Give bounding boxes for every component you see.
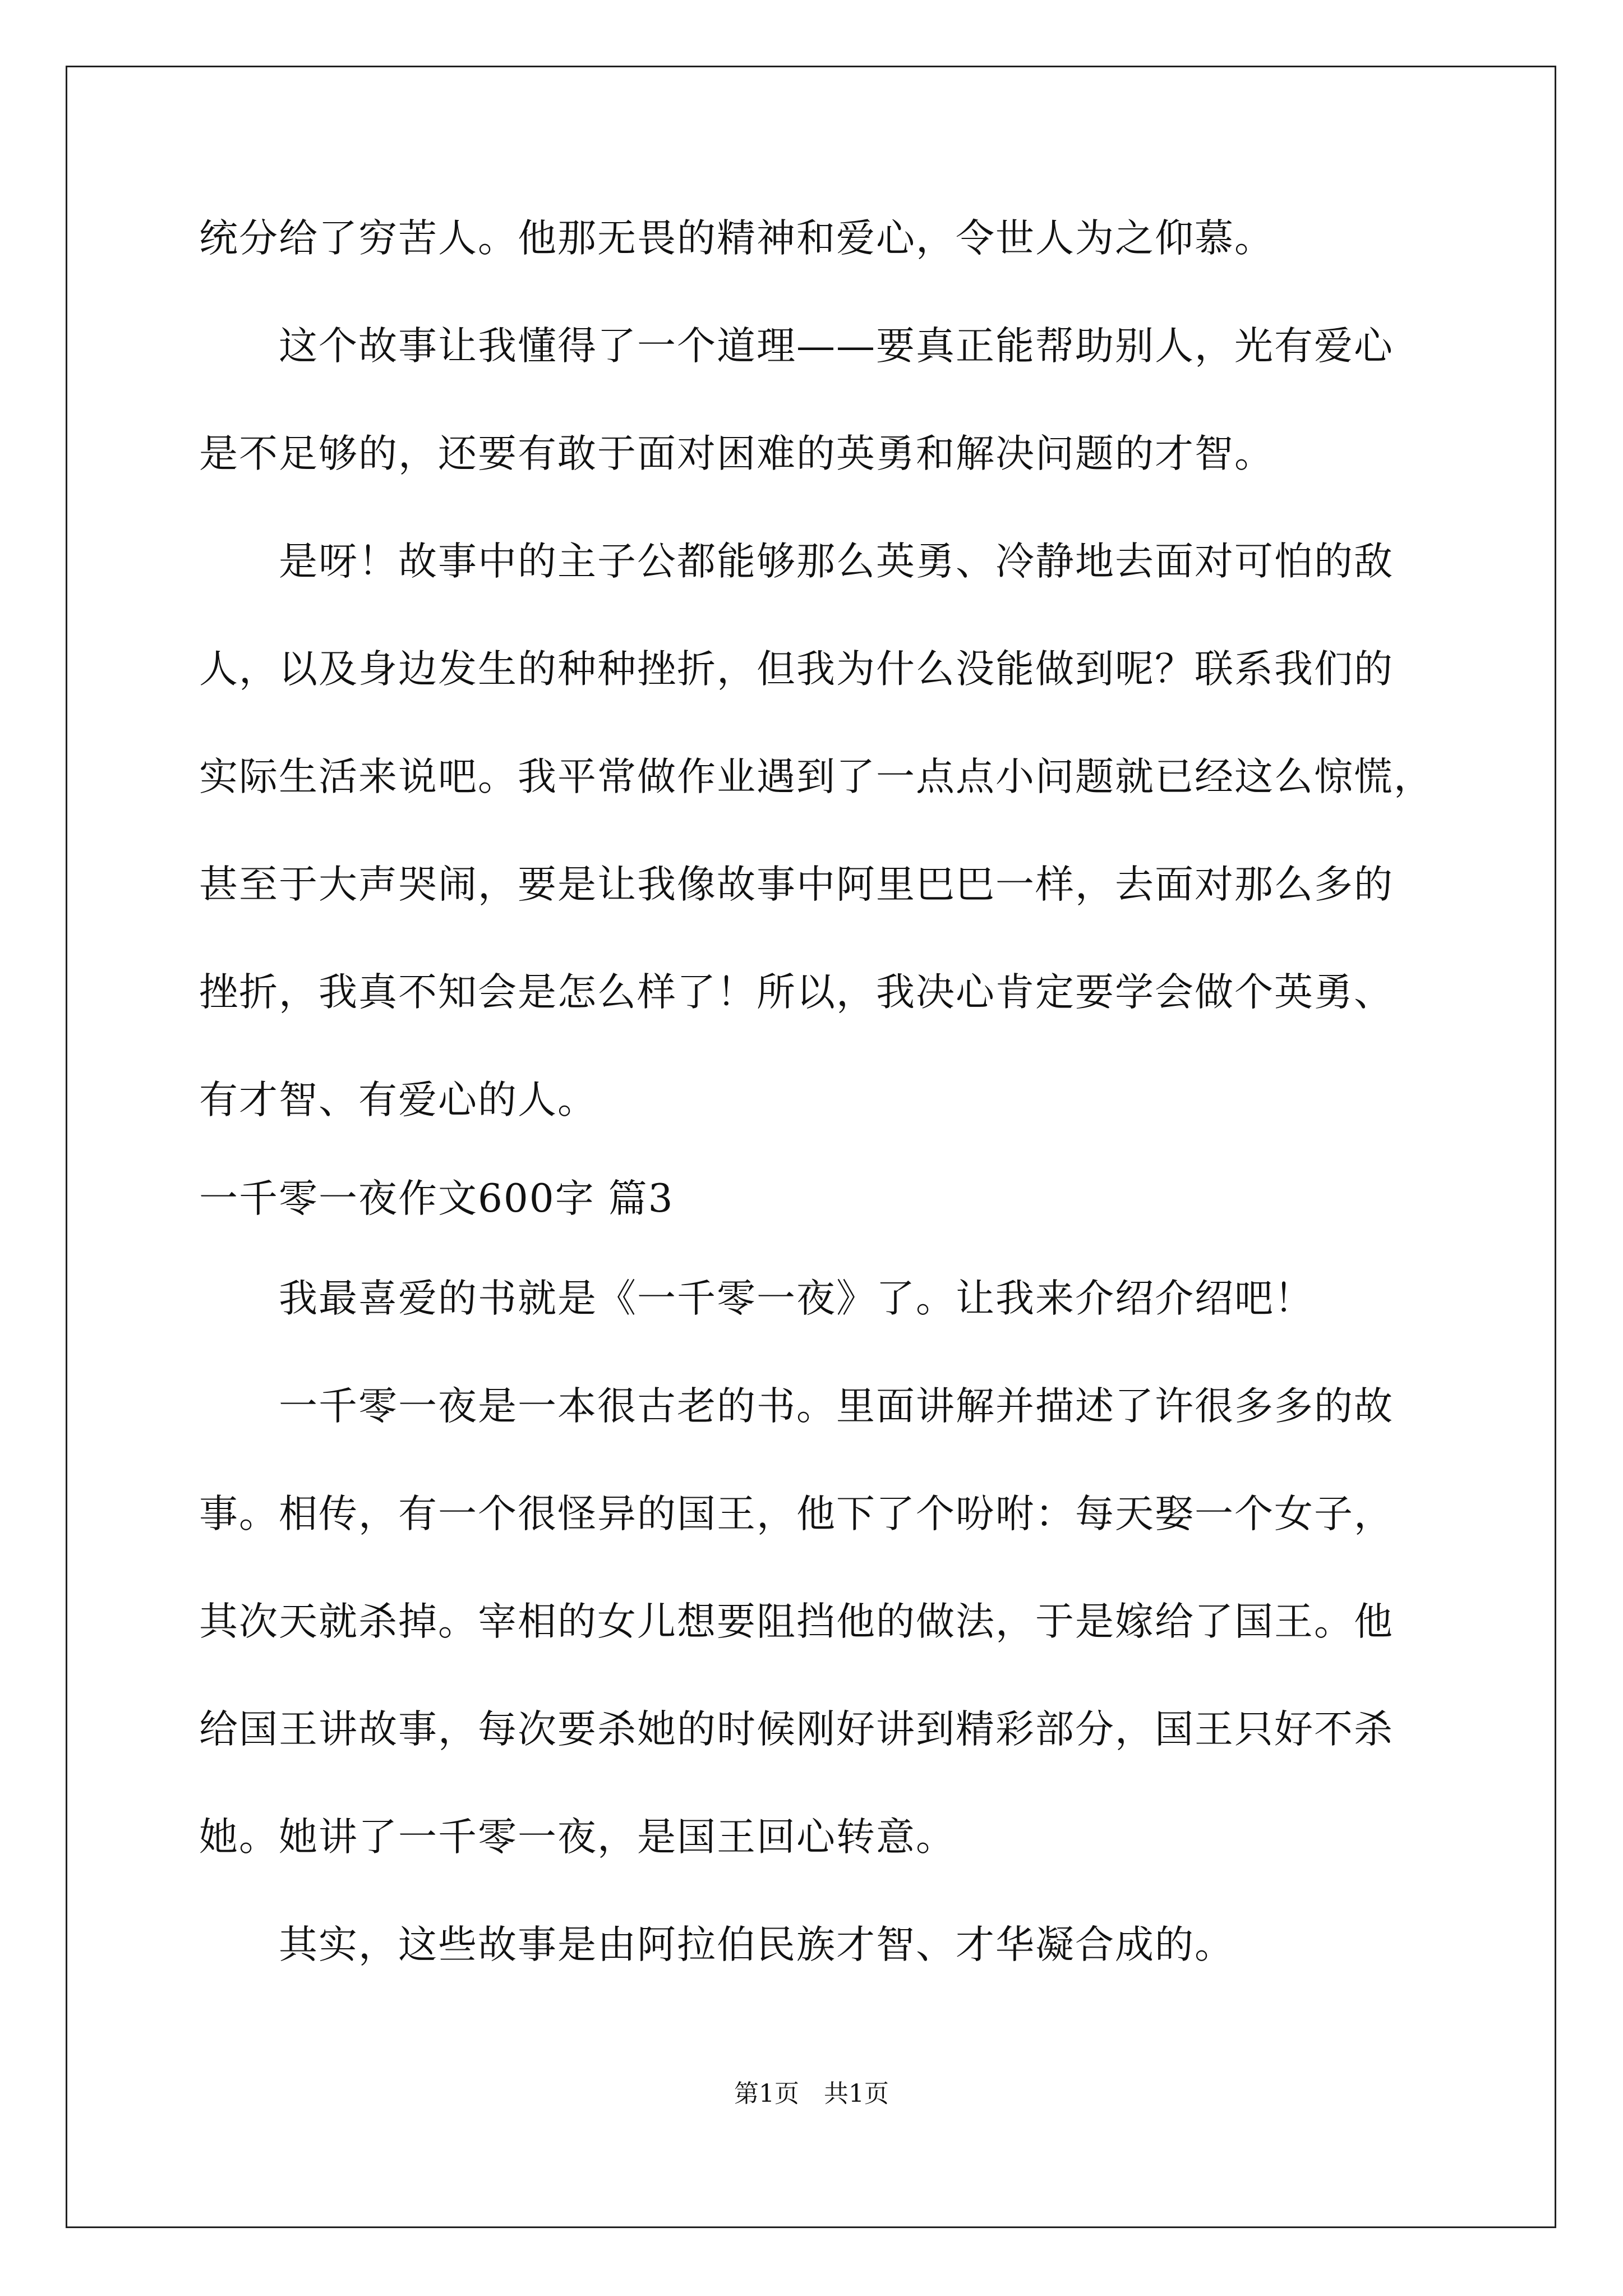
paragraph-line: 给国王讲故事，每次要杀她的时候刚好讲到精彩部分，国王只好不杀 bbox=[199, 1707, 1394, 1752]
paragraph-line: 甚至于大声哭闹，要是让我像故事中阿里巴巴一样，去面对那么多的 bbox=[199, 862, 1394, 907]
paragraph-line: 统分给了穷苦人。他那无畏的精神和爱心，令世人为之仰慕。 bbox=[199, 216, 1274, 261]
paragraph-line: 这个故事让我懂得了一个道理——要真正能帮助别人，光有爱心 bbox=[279, 324, 1394, 369]
section-heading: 一千零一夜作文600字 篇3 bbox=[199, 1176, 674, 1221]
page-total: 共1页 bbox=[824, 2079, 889, 2108]
paragraph-line: 事。相传，有一个很怪异的国王，他下了个吩咐：每天娶一个女子， bbox=[199, 1492, 1394, 1536]
paragraph-line: 有才智、有爱心的人。 bbox=[199, 1078, 597, 1122]
page-border bbox=[66, 66, 1556, 2228]
paragraph-line: 是呀！故事中的主子公都能够那么英勇、冷静地去面对可怕的敌 bbox=[279, 539, 1394, 584]
page-number: 第1页 bbox=[734, 2079, 799, 2108]
page-footer bbox=[0, 2077, 1623, 2111]
paragraph-line: 她。她讲了一千零一夜，是国王回心转意。 bbox=[199, 1815, 956, 1860]
paragraph-line: 是不足够的，还要有敢于面对困难的英勇和解决问题的才智。 bbox=[199, 431, 1274, 476]
paragraph-line: 其次天就杀掉。宰相的女儿想要阻挡他的做法，于是嫁给了国王。他 bbox=[199, 1599, 1394, 1644]
paragraph-line: 一千零一夜是一本很古老的书。里面讲解并描述了许很多多的故 bbox=[279, 1384, 1394, 1429]
paragraph-line: 挫折，我真不知会是怎么样了！所以，我决心肯定要学会做个英勇、 bbox=[199, 970, 1394, 1015]
paragraph-line: 实际生活来说吧。我平常做作业遇到了一点点小问题就已经这么惊慌， bbox=[199, 754, 1433, 799]
paragraph-line: 人，以及身边发生的种种挫折，但我为什么没能做到呢？联系我们的 bbox=[199, 647, 1394, 692]
paragraph-line: 我最喜爱的书就是《一千零一夜》了。让我来介绍介绍吧！ bbox=[279, 1276, 1314, 1321]
paragraph-line: 其实，这些故事是由阿拉伯民族才智、才华凝合成的。 bbox=[279, 1922, 1234, 1967]
